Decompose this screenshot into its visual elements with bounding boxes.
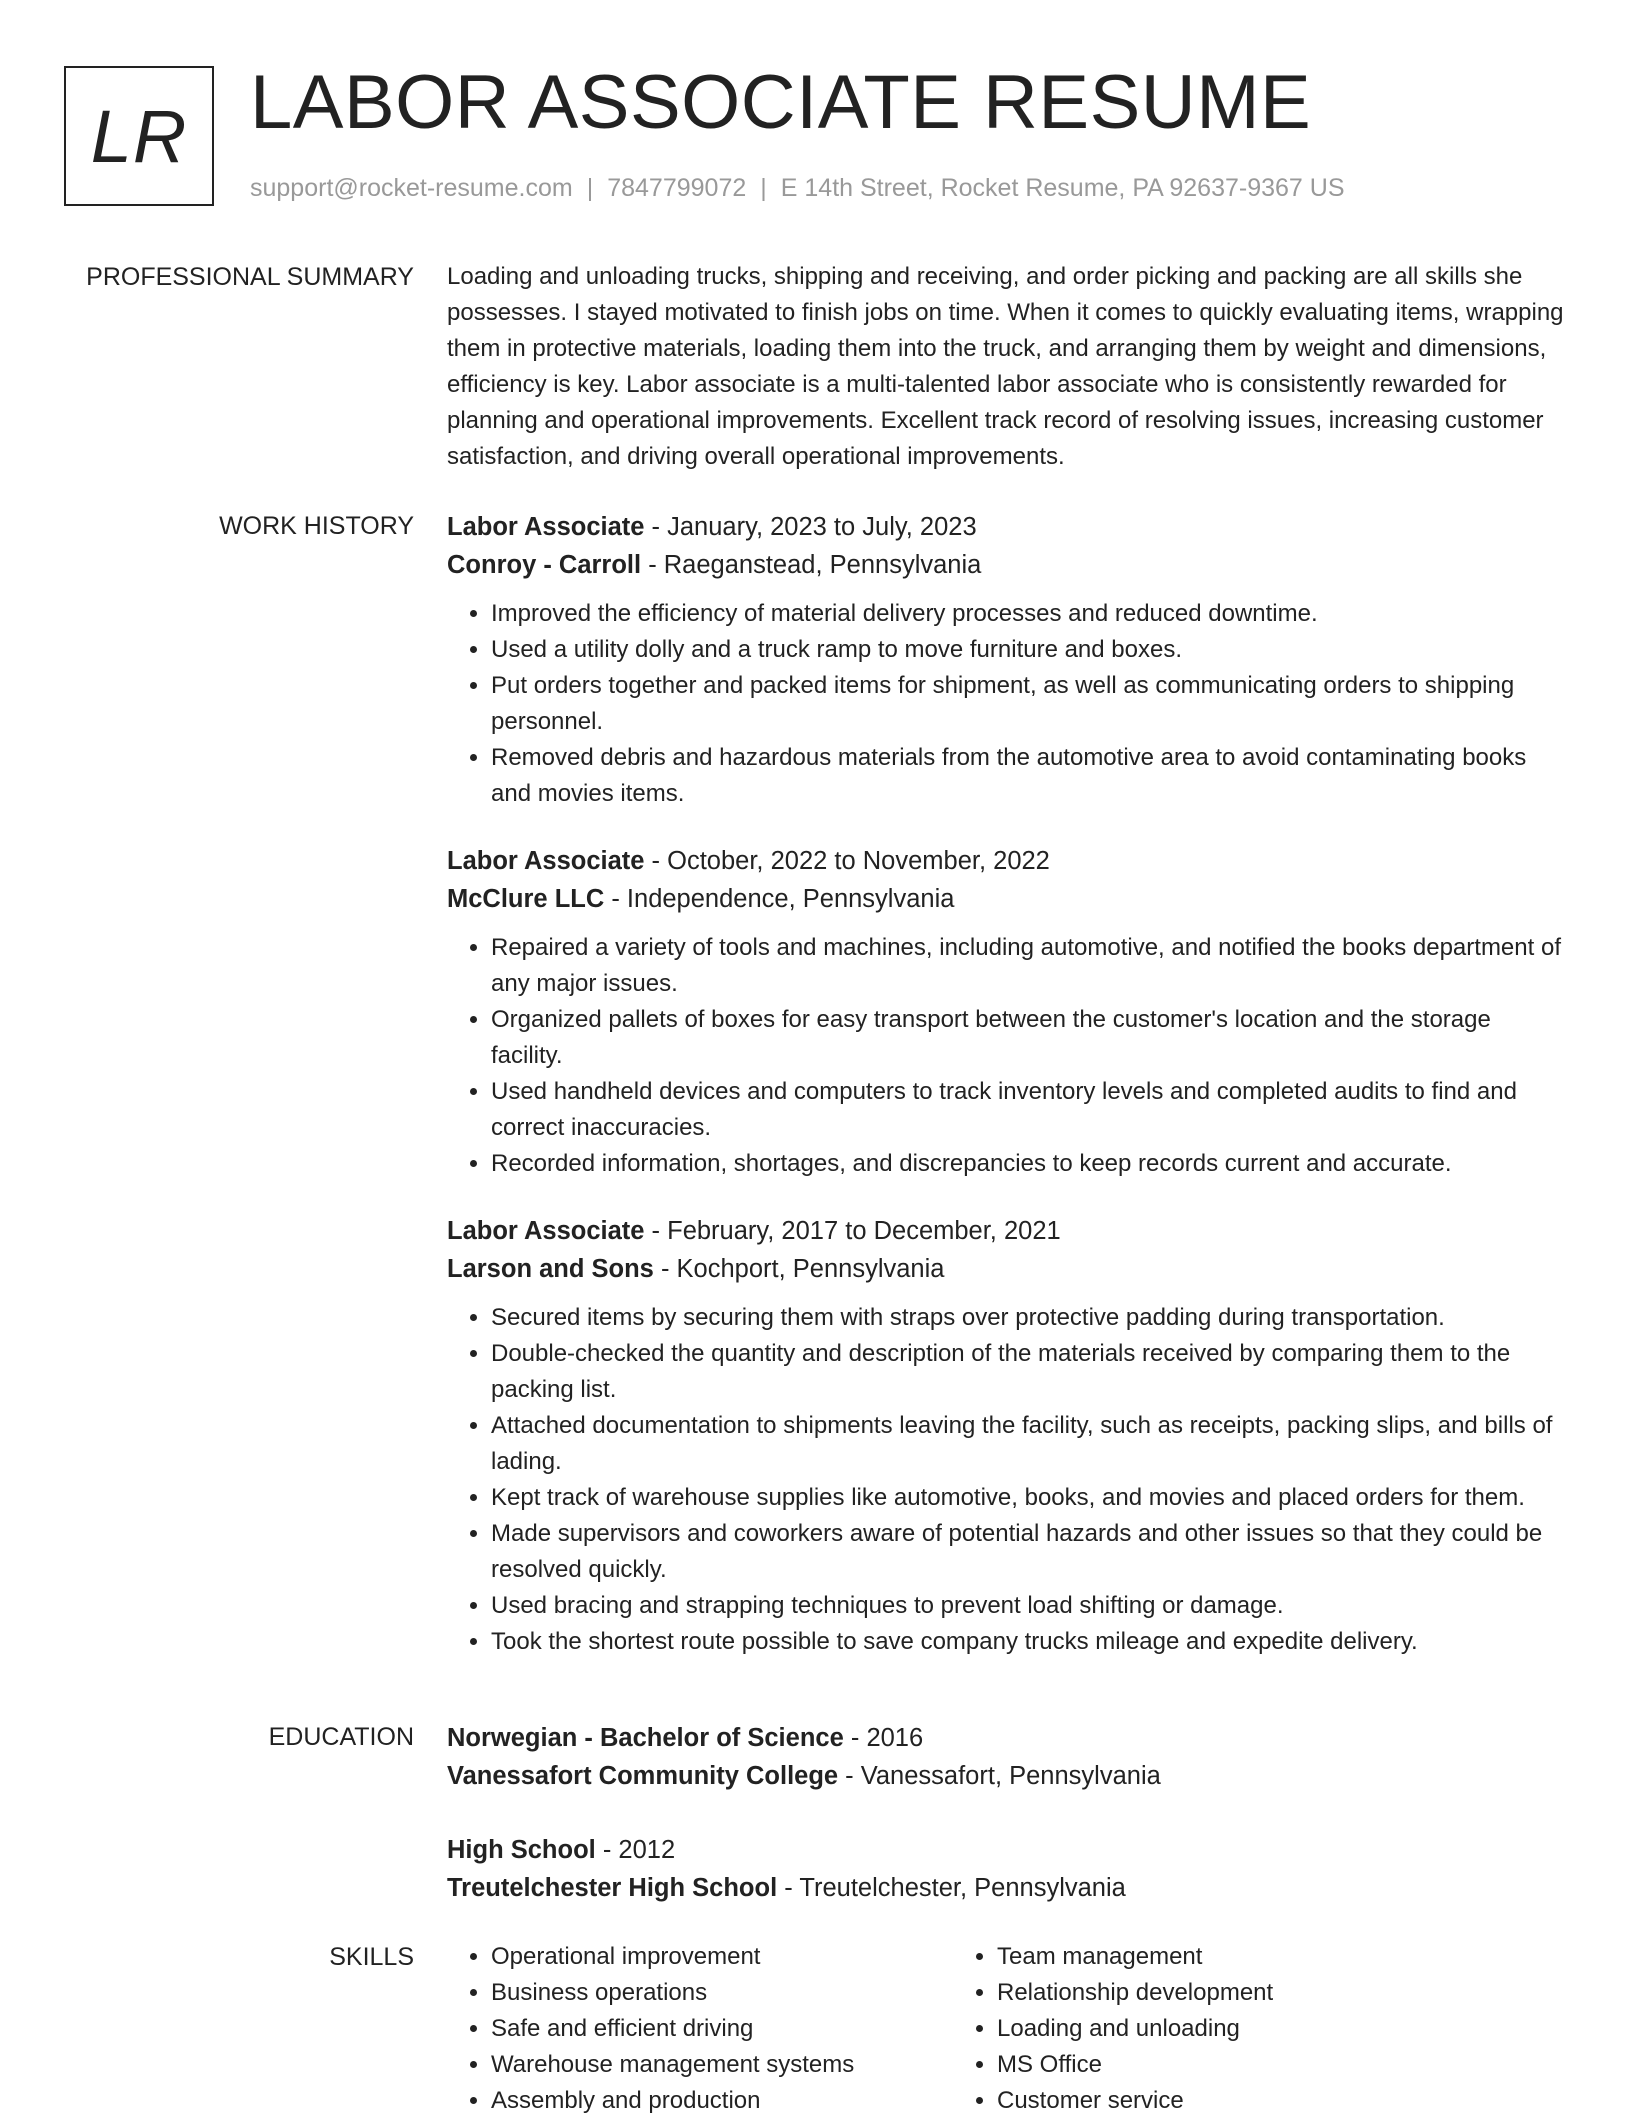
job-entry xyxy=(447,508,1567,812)
job-bullet: • Repaired a variety of tools and machines, including automotive, and notified the books department of any major issues. xyxy=(491,930,1567,1002)
job-bullet: • Organized pallets of boxes for easy transport between the customer's location and the storage facility. xyxy=(491,1002,1567,1074)
job-title: Labor Associate xyxy=(447,513,645,541)
job-entry xyxy=(447,1212,1567,1660)
job-location: - Raeganstead, Pennsylvania xyxy=(641,551,982,579)
summary-text: Loading and unloading trucks, shipping and receiving, and order picking and packing are all skills she possesses. I stayed motivated to finish jobs on time. When it comes to quickly evaluating items, wrapping them in protective materials, loading them into the truck, and arranging them by weight and dimensions, efficiency is key. Labor associate is a multi-talented labor associate who is consistently rewarded for planning and operational improvements. Excellent track record of resolving issues, increasing customer satisfaction, and driving overall operational improvements. xyxy=(447,263,1564,470)
work-history-body xyxy=(447,508,1567,1660)
job-company-line xyxy=(447,880,1567,918)
monogram-logo xyxy=(64,66,214,206)
skill-item: • Operational improvement xyxy=(491,1939,953,1975)
job-title: Labor Associate xyxy=(447,847,645,875)
job-company: Larson and Sons xyxy=(447,1255,654,1283)
job-title-line xyxy=(447,842,1567,880)
contact-separator: | xyxy=(586,174,594,202)
job-bullet: • Used a utility dolly and a truck ramp to move furniture and boxes. xyxy=(491,632,1567,668)
job-bullets xyxy=(447,930,1567,1182)
job-entry xyxy=(447,842,1567,1182)
contact-phone: 7847799072 xyxy=(607,174,747,202)
job-title-line xyxy=(447,508,1567,546)
skill-item: • Loading and unloading xyxy=(997,2011,1459,2047)
job-bullet: • Improved the efficiency of material delivery processes and reduced downtime. xyxy=(491,596,1567,632)
job-bullet: • Used handheld devices and computers to track inventory levels and completed audits to find and correct inaccuracies. xyxy=(491,1074,1567,1146)
job-bullet: • Put orders together and packed items for shipment, as well as communicating orders to shipping personnel. xyxy=(491,668,1567,740)
skill-item: • Warehouse management systems xyxy=(491,2047,953,2083)
skill-item: • Team management xyxy=(997,1939,1459,1975)
job-title: Labor Associate xyxy=(447,1217,645,1245)
skill-item: • Safe and efficient driving xyxy=(491,2011,953,2047)
job-bullets xyxy=(447,596,1567,812)
job-company-line xyxy=(447,1250,1567,1288)
skills-list-right xyxy=(953,1939,1459,2119)
education-school: Vanessafort Community College xyxy=(447,1762,839,1790)
job-dates: - January, 2023 to July, 2023 xyxy=(644,513,977,541)
education-school-line xyxy=(447,1869,1567,1907)
education-degree-line xyxy=(447,1719,1567,1757)
job-dates: - October, 2022 to November, 2022 xyxy=(644,847,1050,875)
job-company: McClure LLC xyxy=(447,885,605,913)
summary-heading: PROFESSIONAL SUMMARY xyxy=(86,263,414,291)
contact-email: support@rocket-resume.com xyxy=(250,174,573,202)
job-bullet: • Recorded information, shortages, and discrepancies to keep records current and accurate. xyxy=(491,1146,1567,1182)
contact-separator: | xyxy=(760,174,767,202)
education-degree: Norwegian - Bachelor of Science xyxy=(447,1724,844,1752)
education-location: - Vanessafort, Pennsylvania xyxy=(838,1762,1161,1790)
education-location: - Treutelchester, Pennsylvania xyxy=(777,1874,1126,1902)
summary-body xyxy=(447,259,1567,475)
job-location: - Independence, Pennsylvania xyxy=(604,885,955,913)
skill-item: • Customer service xyxy=(997,2083,1459,2119)
job-bullet: • Double-checked the quantity and description of the materials received by comparing them to the packing list. xyxy=(491,1336,1567,1408)
job-bullet: • Used bracing and strapping techniques to prevent load shifting or damage. xyxy=(491,1588,1567,1624)
skills-columns xyxy=(447,1939,1567,2119)
job-bullet: • Attached documentation to shipments leaving the facility, such as receipts, packing slips, and bills of lading. xyxy=(491,1408,1567,1480)
skills-list-left xyxy=(447,1939,953,2119)
education-degree-line xyxy=(447,1831,1567,1869)
job-bullet: • Secured items by securing them with straps over protective padding during transportation. xyxy=(491,1300,1567,1336)
job-bullet: • Removed debris and hazardous materials from the automotive area to avoid contaminating books and movies items. xyxy=(491,740,1567,812)
job-bullets xyxy=(447,1300,1567,1660)
job-dates: - February, 2017 to December, 2021 xyxy=(644,1217,1061,1245)
education-entry xyxy=(447,1719,1567,1795)
job-title-line xyxy=(447,1212,1567,1250)
contact-line xyxy=(250,174,1345,203)
skill-item: • Assembly and production xyxy=(491,2083,953,2119)
resume-title: LABOR ASSOCIATE RESUME xyxy=(250,60,1312,145)
job-company-line xyxy=(447,546,1567,584)
skill-item: • Business operations xyxy=(491,1975,953,2011)
contact-address: E 14th Street, Rocket Resume, PA 92637-9367 US xyxy=(780,174,1345,202)
skill-item: • MS Office xyxy=(997,2047,1459,2083)
education-year: - 2012 xyxy=(595,1836,676,1864)
education-year: - 2016 xyxy=(843,1724,924,1752)
job-bullet: • Took the shortest route possible to save company trucks mileage and expedite delivery. xyxy=(491,1624,1567,1660)
skills-heading: SKILLS xyxy=(329,1943,414,1971)
job-bullet: • Kept track of warehouse supplies like automotive, books, and movies and placed orders for them. xyxy=(491,1480,1567,1516)
job-location: - Kochport, Pennsylvania xyxy=(653,1255,945,1283)
education-heading: EDUCATION xyxy=(268,1723,414,1751)
job-company: Conroy - Carroll xyxy=(447,551,642,579)
education-degree: High School xyxy=(447,1836,596,1864)
work-history-heading: WORK HISTORY xyxy=(219,512,414,540)
monogram-initials: LR xyxy=(90,94,188,178)
education-entry xyxy=(447,1831,1567,1907)
job-bullet: • Made supervisors and coworkers aware of potential hazards and other issues so that they could be resolved quickly. xyxy=(491,1516,1567,1588)
skills-body xyxy=(447,1939,1567,2119)
skill-item: • Relationship development xyxy=(997,1975,1459,2011)
education-school-line xyxy=(447,1757,1567,1795)
education-school: Treutelchester High School xyxy=(447,1874,778,1902)
education-body xyxy=(447,1719,1567,1907)
